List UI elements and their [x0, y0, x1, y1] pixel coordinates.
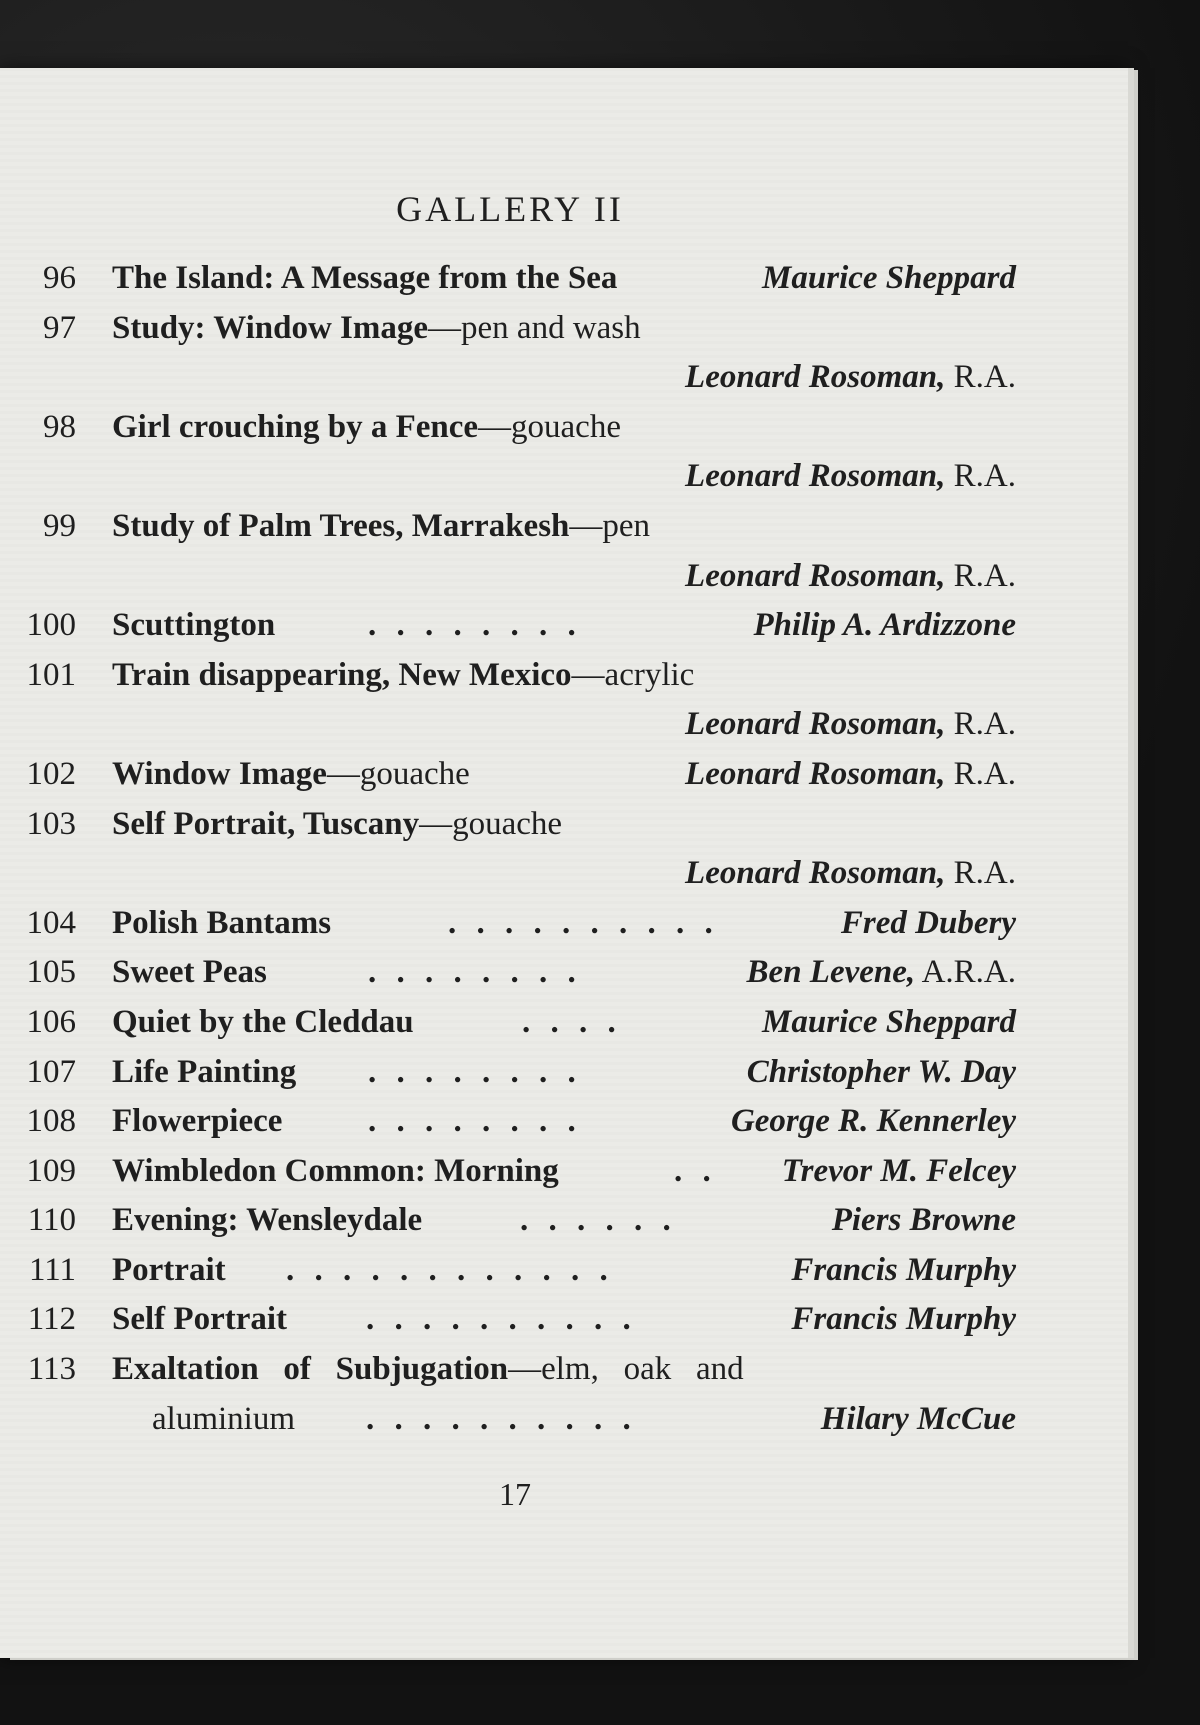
entry-title: Study: Window Image—pen and wash	[112, 309, 641, 346]
leader-dots: . . . . . .	[520, 1202, 677, 1239]
entry-row	[0, 304, 1020, 354]
entry-title: Wimbledon Common: Morning	[112, 1152, 559, 1189]
entry-artist: Maurice Sheppard	[762, 1003, 1016, 1040]
entry-number: 105	[26, 954, 76, 991]
entry-row	[0, 899, 1020, 949]
page-number: 17	[499, 1476, 531, 1512]
entry-number: 106	[26, 1003, 76, 1040]
leader-dots: . . . . . . . .	[368, 954, 582, 991]
entry-row	[0, 651, 1020, 701]
entry-number: 108	[26, 1103, 76, 1140]
entry-number: 100	[26, 607, 76, 644]
leader-dots: . . . . . . . .	[368, 1103, 582, 1140]
entry-number: 96	[43, 260, 76, 296]
entry-artist: Philip A. Ardizzone	[753, 607, 1016, 644]
entry-row	[0, 1097, 1020, 1147]
entry-title-continued: aluminium	[152, 1400, 295, 1437]
entry-medium: —gouache	[419, 805, 563, 842]
entry-artist: Ben Levene, A.R.A.	[746, 954, 1016, 991]
entry-title: Flowerpiece	[112, 1103, 283, 1140]
entry-artist: Christopher W. Day	[746, 1053, 1016, 1090]
entry-title: Exaltation of Subjugation—elm, oak and	[112, 1351, 744, 1388]
entry-number: 97	[43, 309, 76, 346]
entry-medium: —gouache	[326, 755, 470, 792]
entry-artist: Leonard Rosoman, R.A.	[685, 359, 1016, 396]
entry-row	[0, 254, 1020, 304]
entry-title: Self Portrait	[112, 1301, 288, 1338]
entry-list	[0, 254, 1020, 1444]
entry-row	[0, 1295, 1020, 1345]
entry-title: Scuttington	[112, 607, 276, 644]
leader-dots: . . . . . . . . . .	[366, 1400, 637, 1437]
entry-row-continued	[0, 1395, 1020, 1445]
entry-artist: Trevor M. Felcey	[781, 1152, 1016, 1189]
entry-row	[0, 1196, 1020, 1246]
entry-number: 111	[28, 1251, 76, 1288]
entry-artist: George R. Kennerley	[730, 1103, 1016, 1140]
entry-title: Self Portrait, Tuscany—gouache	[112, 805, 563, 842]
entry-number: 109	[26, 1152, 76, 1189]
entry-artist: Maurice Sheppard	[762, 260, 1016, 296]
entry-title: Girl crouching by a Fence—gouache	[112, 408, 621, 445]
entry-number: 104	[26, 904, 76, 941]
entry-row	[0, 601, 1020, 651]
entry-artist: Fred Dubery	[840, 904, 1016, 941]
entry-title: Train disappearing, New Mexico—acrylic	[112, 656, 695, 693]
entry-artist-row	[0, 849, 1020, 899]
entry-artist: Piers Browne	[831, 1202, 1016, 1239]
entry-number: 99	[43, 507, 76, 544]
catalogue-page	[0, 68, 1128, 1658]
entry-row	[0, 948, 1020, 998]
entry-number: 102	[26, 755, 76, 792]
entry-row	[0, 502, 1020, 552]
entry-artist-row	[0, 353, 1020, 403]
entry-artist-row	[0, 452, 1020, 502]
entry-medium: —pen and wash	[428, 309, 641, 346]
leader-dots: . . . . . . . . . .	[366, 1301, 637, 1338]
entry-title: Polish Bantams	[112, 904, 332, 941]
entry-number: 98	[43, 408, 76, 445]
entry-row	[0, 1048, 1020, 1098]
entry-artist: Leonard Rosoman, R.A.	[685, 855, 1016, 892]
leader-dots: . . . . . . . . . . . .	[286, 1251, 614, 1288]
leader-dots: . . . . . . . .	[368, 607, 582, 644]
entry-row	[0, 998, 1020, 1048]
entry-artist-row	[0, 700, 1020, 750]
entry-medium: —acrylic	[571, 656, 695, 693]
entry-number: 112	[27, 1301, 76, 1338]
entry-title: Evening: Wensleydale	[112, 1202, 423, 1239]
entry-title: Life Painting	[112, 1053, 297, 1090]
entry-artist-row	[0, 552, 1020, 602]
entry-title: Study of Palm Trees, Marrakesh—pen	[112, 507, 651, 544]
leader-dots: . . . .	[522, 1003, 622, 1040]
leader-dots: . .	[674, 1152, 717, 1189]
entry-artist: Hilary McCue	[820, 1400, 1016, 1437]
entry-title: Window Image—gouache	[112, 755, 470, 792]
entry-row	[0, 800, 1020, 850]
entry-row	[0, 1147, 1020, 1197]
entry-medium: —gouache	[478, 408, 621, 445]
entry-artist: Francis Murphy	[791, 1251, 1016, 1288]
entry-row	[0, 750, 1020, 800]
entry-row	[0, 1345, 1020, 1395]
entry-title: The Island: A Message from the Sea	[112, 260, 618, 296]
entry-number: 107	[26, 1053, 76, 1090]
entry-number: 101	[26, 656, 76, 693]
gallery-heading: GALLERY II	[396, 189, 624, 229]
leader-dots: . . . . . . . . . .	[448, 904, 719, 941]
entry-artist: Francis Murphy	[791, 1301, 1016, 1338]
entry-title: Quiet by the Cleddau	[112, 1003, 414, 1040]
entry-artist: Leonard Rosoman, R.A.	[685, 458, 1016, 495]
entry-row	[0, 1246, 1020, 1296]
entry-number: 113	[27, 1351, 76, 1388]
entry-row	[0, 403, 1020, 453]
entry-number: 103	[26, 805, 76, 842]
entry-title: Portrait	[112, 1251, 226, 1288]
leader-dots: . . . . . . . .	[368, 1053, 582, 1090]
entry-medium: —elm, oak and	[508, 1351, 744, 1388]
entry-artist: Leonard Rosoman, R.A.	[685, 557, 1016, 594]
entry-number: 110	[27, 1202, 76, 1239]
entry-title: Sweet Peas	[112, 954, 267, 991]
entry-artist: Leonard Rosoman, R.A.	[685, 706, 1016, 743]
entry-medium: —pen	[569, 507, 651, 544]
entry-artist: Leonard Rosoman, R.A.	[685, 755, 1016, 792]
